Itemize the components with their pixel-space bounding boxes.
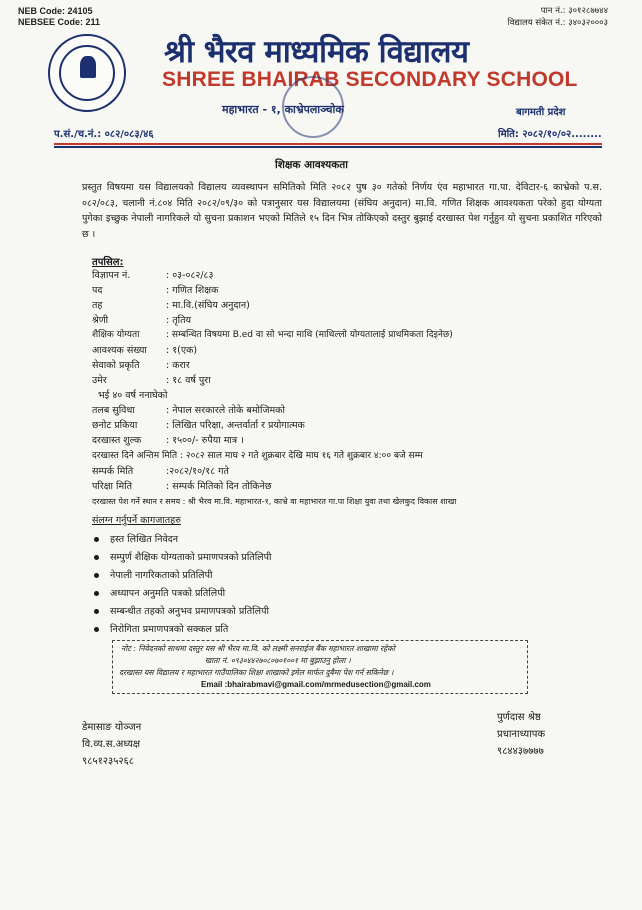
documents-heading: संलग्न गर्नुपर्ने कागजातहरु [92,515,181,526]
details-heading: तपसिल: [92,257,124,268]
header-divider-blue [54,146,602,148]
submission-place: दरखास्त पेश गर्ने स्थान र समय : श्री भैरव मा.वि. महाभारत-१, काभ्रे वा महाभारत गा.पा शिक्षा युवा तथा खेलकुद विकास शाखा [92,497,457,506]
detail-label: आवश्यक संख्या [92,345,147,356]
detail-label: दरखास्त शुल्क [92,435,142,446]
nebsee-code: NEBSEE Code: 211 [18,17,101,27]
detail-value: : १८ वर्ष पुरा [166,375,211,386]
principal-phone: ९८४४३७७७७ [497,746,544,757]
document-item: नेपाली नागरिकताको प्रतिलिपी [110,570,213,581]
document-item: सम्बन्धीत तहको अनुभव प्रमाणपत्रको प्रतिलिपी [110,606,269,617]
detail-row [92,418,305,433]
payment-note-box [112,640,528,694]
chair-title: वि.व्य.स.अध्यक्ष [82,739,141,750]
detail-row [92,283,218,298]
detail-value: : तृतिय [166,315,192,326]
detail-value: : १५००/- रुपैया मात्र । [166,435,244,446]
detail-label: पद [92,285,103,296]
detail-row [92,433,244,448]
detail-label: उमेर [92,375,107,386]
document-item: निरोगिता प्रमाणपत्रको सक्कल प्रति [110,624,229,635]
neb-code: NEB Code: 24105 [18,6,93,16]
detail-row [92,343,197,358]
detail-row [92,479,272,494]
letter-date: मिति: २०८२/१०/०२........ [498,129,602,140]
school-logo [48,34,126,112]
detail-value: : सम्बन्धित विषयमा B.ed वा सो भन्दा माथि (माथिल्लो योग्यतालाई प्राथमिकता दिइनेछ) [166,330,453,340]
detail-value: : मा.वि.(संघिय अनुदान) [166,300,250,311]
detail-value: : सम्पर्क मितिको दिन तोकिनेछ [166,481,272,492]
detail-row [92,298,250,313]
note-line-1: नोट : निवेदनको साथमा दस्तुर यस श्री भैरव मा.वि. को लक्ष्मी सनराईज बैंक महाभारत शाखामा रहेको [121,644,395,653]
chair-phone: ९८५१२३५२६८ [82,756,134,767]
note-line-3: दरखास्त यस विद्यालय र महाभारत गाउँपालिका शिक्षा शाखाको इमेल मार्फत दुबैमा पेश गर्न सकिनेछ । [119,668,394,677]
detail-value: : नेपाल सरकारले तोके बमोजिमको [166,405,285,416]
note-line-2: खाता नं. ०९३०४४२७०८०७०१००१ मा बुझाउनु होला । [205,656,351,665]
detail-label: तलब सुविधा [92,405,135,416]
contact-email: Email :bhairabmavi@gmail.com/mrmedusection@gmail.com [201,680,431,689]
reference-number: प.सं./च.नं.: ०८२/०८३/४६ [54,129,154,140]
notice-paragraph: प्रस्तुत विषयमा यस विद्यालयको विद्यालय व्यवस्थापन समितिको मिति २०८२ पुष ३० गतेको निर्णय एंव महाभारत गा.पा. देविटार-६ काभ्रेको प.स. ०८२/०८३, चलानी नं.८०४ मिति २०८२/०९/३० को पत्रानुसार यस विद्यालयमा (संघिय अनुदान) मा.वि. गणित शिक्षक आवश्यकता परेको हुदा योग्यता पुगेका इच्छुक नेपाली नागरिकले यो सुचना प्रकाशन भएको मितिले १५ दिन भित्र तोकिएको दस्तुर बुझाई दरखास्त पेश गर्नुहुन यो सुचना प्रकाशित गरिएको छ । [82,182,602,240]
principal-title: प्रधानाध्यापक [497,729,546,740]
detail-row [92,313,191,328]
document-item: सम्पुर्ण शैक्षिक योग्यताको प्रमाणपत्रको प्रतिलिपी [110,552,272,563]
region-name: बागमती प्रदेश [516,107,566,118]
age-limit-note: भई ४० वर्ष ननाघेको [98,390,168,401]
detail-value: : लिखित परिक्षा, अन्तर्वार्ता र प्रयोगात्मक [166,420,305,431]
detail-label: तह [92,300,103,311]
detail-value: : ०३-०८२/८३ [166,270,214,281]
detail-row [92,328,453,343]
header-divider-red [54,143,602,145]
document-item: हस्त लिखित निवेदन [110,534,179,545]
detail-label: सम्पर्क मिति [92,466,134,477]
chair-name: डेमासाङ योञ्जन [82,722,142,733]
detail-label: परिक्षा मिति [92,481,133,492]
notice-title: शिक्षक आवश्यकता [275,159,348,171]
school-address: महाभारत - १, काभ्रेपलाञ्चोक [222,103,344,116]
pan-number: पान नं.: ३०१२८७७४४ [540,6,608,16]
detail-label: विज्ञापन नं. [92,270,131,281]
detail-label: सेवाको प्रकृति [92,360,140,371]
detail-value: : गणित शिक्षक [166,285,219,296]
school-name-english: SHREE BHAIRAB SECONDARY SCHOOL [162,68,578,91]
document-item: अध्यापन अनुमति पत्रको प्रतिलिपी [110,588,226,599]
detail-label: छनोट प्रकिया [92,420,138,431]
detail-value: : करार [166,360,190,371]
school-code: विद्यालय संकेत नं.: ३४०३२०००३ [507,18,608,28]
application-deadline: दरखास्त दिने अन्तिम मिति : २०८२ साल माघ २ गते शुक्रबार देखि माघ १६ गते शुक्रबार ४:०० बजे सम्म [92,451,423,461]
detail-row [92,464,229,479]
detail-row [92,358,190,373]
detail-row [92,373,211,388]
detail-row [92,268,213,283]
detail-label: श्रेणी [92,315,109,326]
principal-name: पुर्णदास श्रेष्ठ [497,712,541,723]
detail-value: :२०८२/१०/१८ गते [166,466,229,477]
school-name-nepali: श्री भैरव माध्यमिक विद्यालय [164,34,469,70]
detail-label: शैक्षिक योग्यता [92,330,140,340]
detail-row [92,403,285,418]
detail-value: : १(एक) [166,345,198,356]
